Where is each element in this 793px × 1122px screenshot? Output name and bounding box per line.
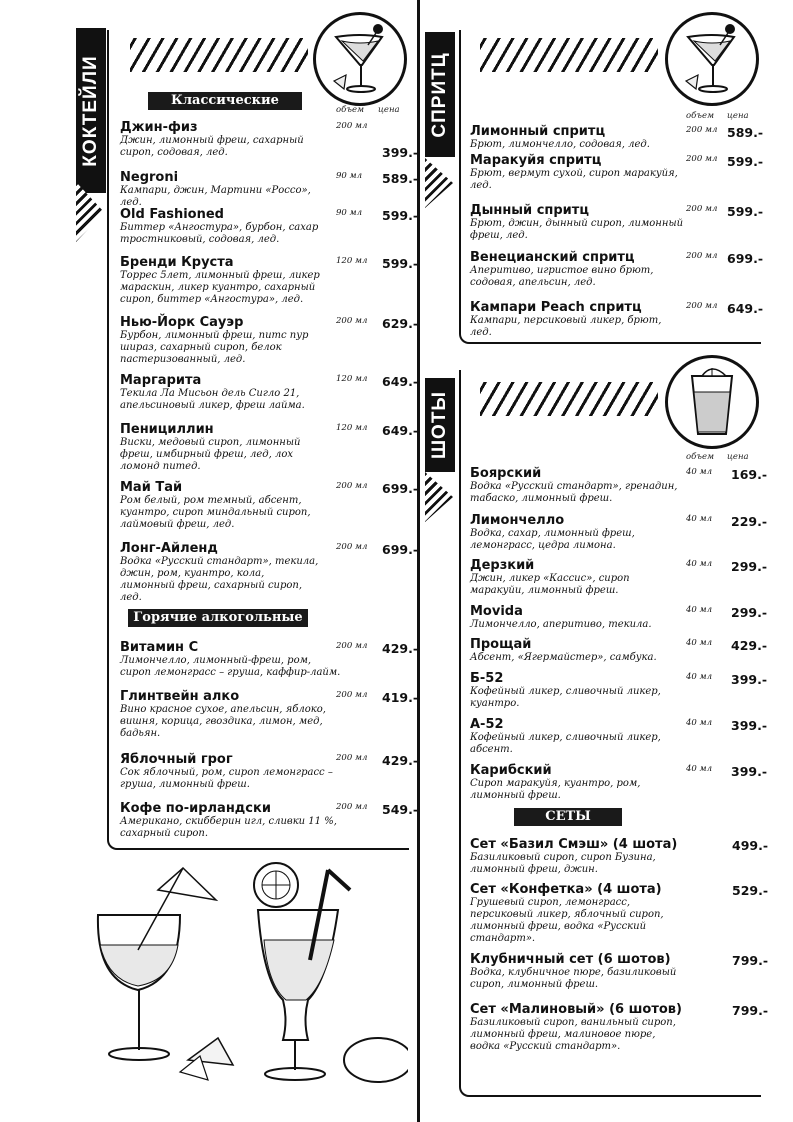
classic-menu-item — [120, 315, 320, 366]
item-description: Джин, ликер «Кассис», сироп маракуйи, лимонный фреш. — [470, 573, 630, 596]
shots-menu-item — [470, 558, 685, 597]
item-name: Яблочный грог — [120, 752, 233, 767]
item-price: 399.- — [382, 145, 419, 160]
item-price: 429.- — [382, 753, 419, 768]
shots-menu-item — [470, 604, 685, 631]
item-price: 529.- — [732, 883, 769, 898]
item-name: Movida — [470, 604, 523, 619]
item-volume: 200 мл — [336, 690, 368, 700]
cocktails-section-title: КОКТЕЙЛИ — [80, 54, 101, 167]
item-name: Витамин С — [120, 640, 199, 655]
classic-menu-item — [120, 255, 320, 306]
item-volume: 200 мл — [686, 125, 718, 135]
item-price: 799.- — [732, 953, 769, 968]
item-description: Лимончелло, аперитиво, текила. — [470, 619, 652, 630]
item-description: Джин, лимонный фреш, сахарный сироп, содовая, лед. — [120, 135, 304, 158]
item-name: Карибский — [470, 763, 552, 778]
item-description: Американо, скибберин игл, сливки 11 %, сахарный сироп. — [120, 816, 337, 839]
item-name: Клубничный сет (6 шотов) — [470, 952, 671, 967]
item-description: Кампари, джин, Мартини «Россо», лед. — [120, 185, 311, 208]
price-column-header: цена — [378, 105, 400, 115]
shots-volume-header: объем — [686, 452, 715, 462]
item-name: Сет «Конфетка» (4 шота) — [470, 882, 662, 897]
hot-banner-label: Горячие алкогольные — [133, 610, 303, 625]
classic-menu-item — [120, 373, 320, 412]
item-description: Кофейный ликер, сливочный ликер, абсент. — [470, 732, 661, 755]
item-volume: 40 мл — [686, 559, 712, 569]
highball-glass-icon — [668, 358, 756, 446]
item-volume: 40 мл — [686, 467, 712, 477]
item-price: 799.- — [732, 1003, 769, 1018]
spritz-menu-item — [470, 203, 685, 242]
item-description: Базиликовый сироп, ванильный сироп, лимонный фреш, малиновое пюре, водка «Русский стандарт». — [470, 1017, 676, 1052]
shots-menu-item — [470, 671, 685, 710]
sets-banner-label: СЕТЫ — [545, 809, 591, 824]
cocktails-header-hatch — [130, 38, 308, 72]
item-price: 299.- — [731, 605, 768, 620]
item-description: Ром белый, ром темный, абсент, куантро, сироп миндальный сироп, лаймовый фреш, лед. — [120, 495, 311, 530]
item-name: Джин-физ — [120, 120, 198, 135]
item-volume: 200 мл — [686, 154, 718, 164]
sets-menu-item — [470, 837, 685, 876]
item-description: Брют, лимончелло, содовая, лед. — [470, 139, 650, 150]
spritz-menu-item — [470, 153, 685, 192]
martini-glass-icon — [316, 15, 404, 103]
item-description: Водка, клубничное пюре, базиликовый сироп, лимонный фреш. — [470, 967, 677, 990]
item-name: Пенициллин — [120, 422, 214, 437]
item-price: 599.- — [382, 208, 419, 223]
shots-price-header: цена — [727, 452, 749, 462]
item-description: Водка «Русский стандарт», гренадин, табаско, лимонный фреш. — [470, 481, 678, 504]
item-description: Брют, джин, дынный сироп, лимонный фреш, лед. — [470, 218, 684, 241]
item-name: Old Fashioned — [120, 207, 224, 222]
item-price: 399.- — [731, 672, 768, 687]
item-price: 429.- — [382, 641, 419, 656]
item-volume: 40 мл — [686, 718, 712, 728]
spritz-menu-item — [470, 300, 685, 339]
classic-menu-item — [120, 480, 320, 531]
shots-header-hatch — [480, 382, 658, 416]
spritz-martini-icon-circle — [665, 12, 759, 106]
item-volume: 40 мл — [686, 605, 712, 615]
item-name: Дерзкий — [470, 558, 535, 573]
item-price: 649.- — [727, 301, 764, 316]
spritz-price-header: цена — [727, 111, 749, 121]
classic-banner-label: Классические — [171, 93, 279, 108]
shots-menu-item — [470, 513, 685, 552]
item-description: Биттер «Ангостура», бурбон, сахар тростниковый, содовая, лед. — [120, 222, 319, 245]
spritz-volume-header: объем — [686, 111, 715, 121]
item-name: Маргарита — [120, 373, 202, 388]
sets-banner — [514, 808, 622, 826]
item-volume: 90 мл — [336, 208, 362, 218]
item-description: Вино красное сухое, апельсин, яблоко, вишня, корица, гвоздика, лимон, мед, бадьян. — [120, 704, 326, 739]
item-name: Боярский — [470, 466, 542, 481]
shots-section-tab — [425, 378, 455, 472]
cocktail-glasses-illustration — [88, 850, 408, 1110]
item-description: Сироп маракуйя, куантро, ром, лимонный фреш. — [470, 778, 641, 801]
classic-menu-item — [120, 120, 320, 159]
volume-column-header: объем — [336, 105, 365, 115]
hot-menu-item — [120, 752, 342, 791]
shots-menu-item — [470, 466, 685, 505]
spritz-menu-item — [470, 250, 685, 289]
item-price: 499.- — [732, 838, 769, 853]
sets-menu-item — [470, 882, 685, 945]
shots-tab-stripes — [425, 472, 453, 522]
item-price: 399.- — [731, 764, 768, 779]
item-description: Базиликовый сироп, сироп Бузина, лимонный фреш, джин. — [470, 852, 656, 875]
hot-menu-item — [120, 801, 342, 840]
item-description: Кофейный ликер, сливочный ликер, куантро. — [470, 686, 661, 709]
spritz-section-tab — [425, 32, 455, 157]
classic-menu-item — [120, 207, 320, 246]
item-volume: 120 мл — [336, 423, 368, 433]
item-description: Торрес 5лет, лимонный фреш, ликер мараскин, ликер куантро, сахарный сироп, биттер «Ангостура», лед. — [120, 270, 320, 305]
spritz-header-hatch — [480, 38, 658, 72]
item-volume: 200 мл — [336, 542, 368, 552]
shots-menu-item — [470, 717, 685, 756]
item-price: 699.- — [727, 251, 764, 266]
item-name: Кампари Peach спритц — [470, 300, 642, 315]
item-volume: 90 мл — [336, 171, 362, 181]
item-price: 399.- — [731, 718, 768, 733]
item-price: 299.- — [731, 559, 768, 574]
item-price: 599.- — [727, 204, 764, 219]
item-volume: 200 мл — [336, 481, 368, 491]
item-volume: 120 мл — [336, 374, 368, 384]
item-volume: 200 мл — [686, 204, 718, 214]
item-description: Кампари, персиковый ликер, брют, лед. — [470, 315, 662, 338]
item-name: Сет «Малиновый» (6 шотов) — [470, 1002, 682, 1017]
item-volume: 40 мл — [686, 672, 712, 682]
hot-menu-item — [120, 640, 342, 679]
item-volume: 200 мл — [336, 753, 368, 763]
classic-menu-item — [120, 541, 320, 604]
item-name: Дынный спритц — [470, 203, 589, 218]
martini-glass-icon-circle — [313, 12, 407, 106]
item-name: Нью-Йорк Сауэр — [120, 315, 244, 330]
item-name: Лонг-Айленд — [120, 541, 218, 556]
item-name: Бренди Круста — [120, 255, 234, 270]
item-name: Глинтвейн алко — [120, 689, 240, 704]
shots-menu-item — [470, 637, 685, 664]
item-price: 589.- — [382, 171, 419, 186]
item-description: Грушевый сироп, лемонграсс, персиковый ликер, яблочный сироп, лимонный фреш, водка «Русский стандарт». — [470, 897, 664, 944]
sets-menu-item — [470, 952, 685, 991]
item-name: Венецианский спритц — [470, 250, 635, 265]
item-price: 169.- — [731, 467, 768, 482]
shots-section-title: ШОТЫ — [429, 390, 450, 460]
item-name: Лимонный спритц — [470, 124, 606, 139]
item-volume: 200 мл — [686, 301, 718, 311]
item-price: 429.- — [731, 638, 768, 653]
item-price: 649.- — [382, 423, 419, 438]
page-divider — [417, 0, 420, 1122]
item-description: Сок яблочный, ром, сироп лемонграсс – груша, лимонный фреш. — [120, 767, 333, 790]
item-volume: 200 мл — [336, 802, 368, 812]
item-description: Абсент, «Ягермайстер», самбука. — [470, 652, 657, 663]
item-description: Брют, вермут сухой, сироп маракуйя, лед. — [470, 168, 678, 191]
item-name: Лимончелло — [470, 513, 565, 528]
item-name: Прощай — [470, 637, 532, 652]
hot-menu-item — [120, 689, 342, 740]
item-name: Сет «Базил Смэш» (4 шота) — [470, 837, 678, 852]
item-volume: 200 мл — [336, 316, 368, 326]
item-volume: 120 мл — [336, 256, 368, 266]
classic-menu-item — [120, 422, 320, 473]
item-name: Май Тай — [120, 480, 183, 495]
item-price: 419.- — [382, 690, 419, 705]
item-price: 649.- — [382, 374, 419, 389]
item-description: Аперитиво, игристое вино брют, содовая, апельсин, лед. — [470, 265, 654, 288]
item-price: 589.- — [727, 125, 764, 140]
item-price: 699.- — [382, 481, 419, 496]
martini-glass-icon — [668, 15, 756, 103]
item-price: 629.- — [382, 316, 419, 331]
item-volume: 40 мл — [686, 638, 712, 648]
sets-menu-item — [470, 1002, 685, 1053]
item-name: Кофе по-ирландски — [120, 801, 271, 816]
item-volume: 200 мл — [336, 641, 368, 651]
shots-menu-item — [470, 763, 685, 802]
item-price: 699.- — [382, 542, 419, 557]
spritz-menu-item — [470, 124, 685, 151]
spritz-tab-stripes — [425, 158, 453, 208]
hot-banner — [128, 609, 308, 627]
item-name: Б-52 — [470, 671, 504, 686]
item-volume: 40 мл — [686, 764, 712, 774]
item-description: Лимончелло, лимонный-фреш, ром, сироп лемонграсс – груша, каффир-лайм. — [120, 655, 341, 678]
item-name: Маракуйя спритц — [470, 153, 602, 168]
item-volume: 200 мл — [686, 251, 718, 261]
item-name: Negroni — [120, 170, 179, 185]
highball-glass-icon-circle — [665, 355, 759, 449]
item-description: Водка «Русский стандарт», текила, джин, ром, куантро, кола, лимонный фреш, сахарный сироп, лед. — [120, 556, 319, 603]
item-price: 599.- — [382, 256, 419, 271]
item-volume: 200 мл — [336, 121, 368, 131]
classic-banner — [148, 92, 302, 110]
item-volume: 40 мл — [686, 514, 712, 524]
item-price: 549.- — [382, 802, 419, 817]
item-price: 229.- — [731, 514, 768, 529]
item-description: Виски, медовый сироп, лимонный фреш, имбирный фреш, лед, лох ломонд питед. — [120, 437, 301, 472]
item-description: Водка, сахар, лимонный фреш, лемонграсс, цедра лимона. — [470, 528, 635, 551]
classic-menu-item — [120, 170, 320, 209]
item-name: А-52 — [470, 717, 504, 732]
cocktails-section-tab — [76, 28, 106, 193]
item-price: 599.- — [727, 154, 764, 169]
item-description: Текила Ла Мисьон дель Сигло 21, апельсиновый ликер, фреш лайма. — [120, 388, 305, 411]
spritz-section-title: СПРИТЦ — [429, 51, 450, 138]
item-description: Бурбон, лимонный фреш, питс пур шираз, сахарный сироп, белок пастеризованный, лед. — [120, 330, 309, 365]
